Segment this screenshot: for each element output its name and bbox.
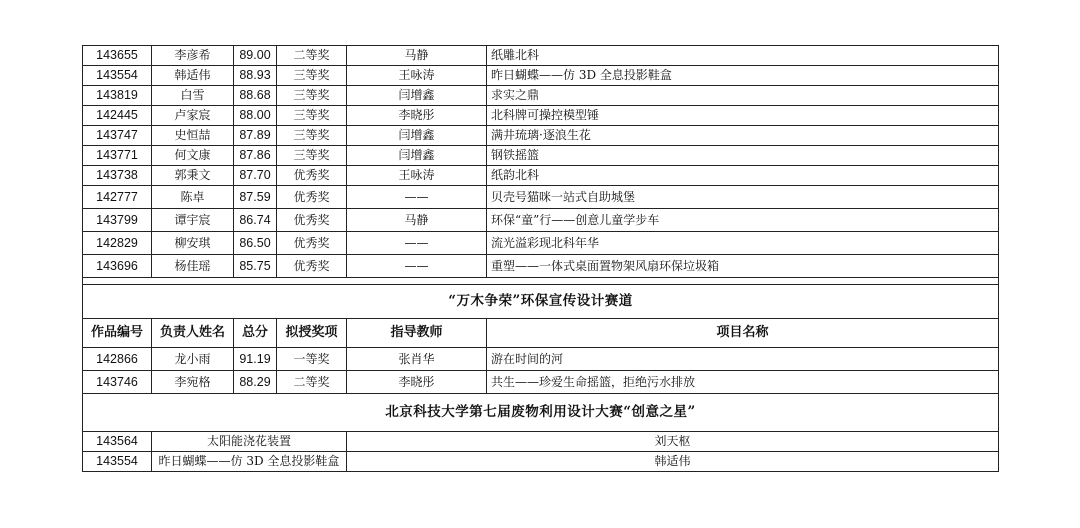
project-name: 昨日蝴蝶——仿 3D 全息投影鞋盒 <box>152 452 347 472</box>
header-work-id: 作品编号 <box>83 319 152 348</box>
total-score: 91.19 <box>234 348 277 371</box>
award: 优秀奖 <box>277 166 347 186</box>
project-name: 昨日蝴蝶——仿 3D 全息投影鞋盒 <box>487 66 999 86</box>
work-id: 143738 <box>83 166 152 186</box>
header-teacher: 指导教师 <box>347 319 487 348</box>
leader-name: 郭秉文 <box>152 166 234 186</box>
teacher: 李晓彤 <box>347 106 487 126</box>
total-score: 89.00 <box>234 46 277 66</box>
total-score: 88.93 <box>234 66 277 86</box>
project-name: 流光溢彩现北科年华 <box>487 232 999 255</box>
header-project-name: 项目名称 <box>487 319 999 348</box>
total-score: 85.75 <box>234 255 277 278</box>
work-id: 143655 <box>83 46 152 66</box>
project-name: 求实之鼎 <box>487 86 999 106</box>
teacher: 李晓彤 <box>347 371 487 394</box>
project-name: 满井琉璃·逐浪生花 <box>487 126 999 146</box>
table-row <box>83 452 999 472</box>
total-score: 87.86 <box>234 146 277 166</box>
project-name: 贝壳号猫咪一站式自助城堡 <box>487 186 999 209</box>
award: 二等奖 <box>277 371 347 394</box>
table-row <box>83 209 999 232</box>
table-row <box>83 255 999 278</box>
teacher: 王咏涛 <box>347 166 487 186</box>
teacher: 张肖华 <box>347 348 487 371</box>
table-row <box>83 66 999 86</box>
total-score: 88.68 <box>234 86 277 106</box>
project-name: 共生——珍爱生命摇篮，拒绝污水排放 <box>487 371 999 394</box>
teacher: —— <box>347 186 487 209</box>
project-name: 纸韵北科 <box>487 166 999 186</box>
work-id: 143747 <box>83 126 152 146</box>
award: 三等奖 <box>277 106 347 126</box>
table-row <box>83 106 999 126</box>
work-id: 142777 <box>83 186 152 209</box>
section-title: 北京科技大学第七届废物利用设计大赛“创意之星” <box>83 394 999 432</box>
project-name: 北科牌可操控模型锤 <box>487 106 999 126</box>
table-row <box>83 46 999 66</box>
table-row <box>83 348 999 371</box>
award: 三等奖 <box>277 126 347 146</box>
section-title-row <box>83 394 999 432</box>
work-id: 142445 <box>83 106 152 126</box>
total-score: 88.29 <box>234 371 277 394</box>
total-score: 87.89 <box>234 126 277 146</box>
project-name: 游在时间的河 <box>487 348 999 371</box>
table-row <box>83 86 999 106</box>
leader-name: 柳安琪 <box>152 232 234 255</box>
table-row <box>83 126 999 146</box>
project-name: 重塑——一体式桌面置物架风扇环保垃圾箱 <box>487 255 999 278</box>
award: 优秀奖 <box>277 255 347 278</box>
total-score: 86.50 <box>234 232 277 255</box>
total-score: 88.00 <box>234 106 277 126</box>
leader-name: 史恒喆 <box>152 126 234 146</box>
project-name: 环保“童”行——创意儿童学步车 <box>487 209 999 232</box>
teacher: 王咏涛 <box>347 66 487 86</box>
header-leader-name: 负责人姓名 <box>152 319 234 348</box>
work-id: 143799 <box>83 209 152 232</box>
teacher: 闫增鑫 <box>347 126 487 146</box>
table-row <box>83 166 999 186</box>
table-header-row <box>83 319 999 348</box>
leader-name: 白雪 <box>152 86 234 106</box>
total-score: 87.59 <box>234 186 277 209</box>
leader-name: 谭宇宸 <box>152 209 234 232</box>
award: 优秀奖 <box>277 209 347 232</box>
work-id: 143819 <box>83 86 152 106</box>
project-name: 纸雕北科 <box>487 46 999 66</box>
award: 优秀奖 <box>277 186 347 209</box>
table-row <box>83 232 999 255</box>
work-id: 143554 <box>83 452 152 472</box>
project-name: 太阳能浇花装置 <box>152 432 347 452</box>
table-row <box>83 371 999 394</box>
teacher: 马静 <box>347 46 487 66</box>
work-id: 143746 <box>83 371 152 394</box>
header-award: 拟授奖项 <box>277 319 347 348</box>
work-id: 142829 <box>83 232 152 255</box>
leader-name: 李宛格 <box>152 371 234 394</box>
award: 三等奖 <box>277 66 347 86</box>
work-id: 143771 <box>83 146 152 166</box>
work-id: 143696 <box>83 255 152 278</box>
award: 三等奖 <box>277 86 347 106</box>
leader-name: 卢家宸 <box>152 106 234 126</box>
work-id: 143564 <box>83 432 152 452</box>
total-score: 86.74 <box>234 209 277 232</box>
blank-row <box>83 278 999 285</box>
header-total-score: 总分 <box>234 319 277 348</box>
leader-name: 韩适伟 <box>152 66 234 86</box>
leader-name: 何文康 <box>152 146 234 166</box>
leader-name: 陈卓 <box>152 186 234 209</box>
project-name: 钢铁摇篮 <box>487 146 999 166</box>
teacher: 马静 <box>347 209 487 232</box>
leader-name: 龙小雨 <box>152 348 234 371</box>
award: 二等奖 <box>277 46 347 66</box>
leader-name: 杨佳瑶 <box>152 255 234 278</box>
teacher: —— <box>347 232 487 255</box>
award: 优秀奖 <box>277 232 347 255</box>
awards-table <box>82 45 999 472</box>
leader-name: 刘天枢 <box>347 432 999 452</box>
leader-name: 李彦希 <box>152 46 234 66</box>
leader-name: 韩适伟 <box>347 452 999 472</box>
table-row <box>83 186 999 209</box>
teacher: 闫增鑫 <box>347 146 487 166</box>
award: 三等奖 <box>277 146 347 166</box>
teacher: 闫增鑫 <box>347 86 487 106</box>
teacher: —— <box>347 255 487 278</box>
work-id: 143554 <box>83 66 152 86</box>
table-row <box>83 432 999 452</box>
section-title-row <box>83 285 999 319</box>
section-title: “万木争荣”环保宣传设计赛道 <box>83 285 999 319</box>
total-score: 87.70 <box>234 166 277 186</box>
award: 一等奖 <box>277 348 347 371</box>
work-id: 142866 <box>83 348 152 371</box>
table-row <box>83 146 999 166</box>
